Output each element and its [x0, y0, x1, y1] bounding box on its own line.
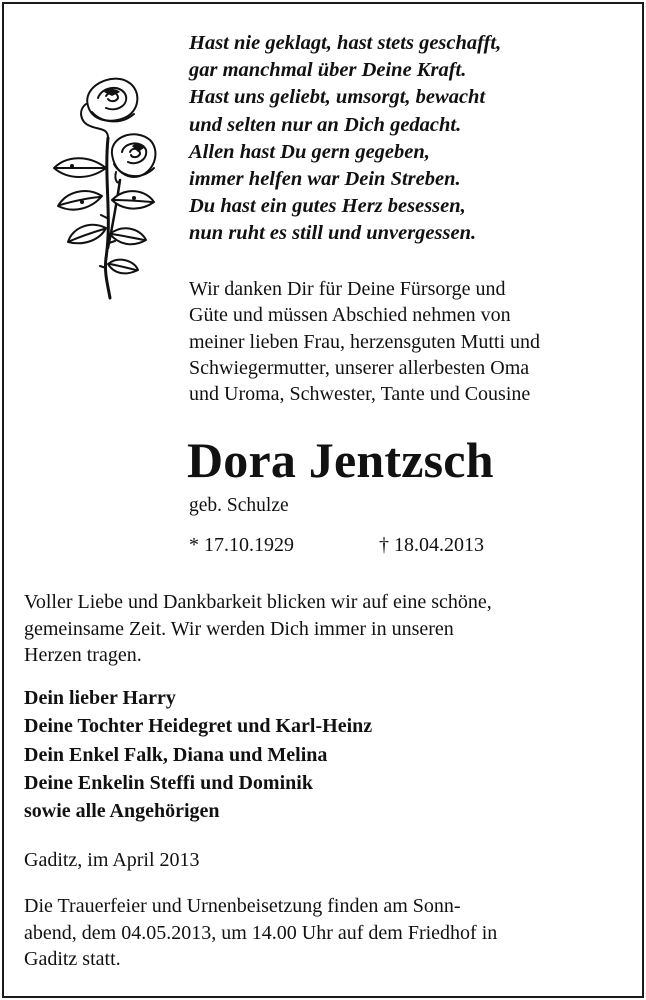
- poem-line: Hast uns geliebt, umsorgt, bewacht: [189, 86, 486, 109]
- mourner-entry: sowie alle Angehörigen: [24, 800, 220, 823]
- mourner-entry: Dein Enkel Falk, Diana und Melina: [24, 743, 328, 766]
- mourner-entry: Deine Tochter Heidegret und Karl-Heinz: [24, 715, 373, 738]
- memory-line: Herzen tragen.: [24, 644, 142, 666]
- memory-paragraph: [24, 589, 634, 669]
- birth-name: geb. Schulze: [189, 495, 289, 516]
- mourner-entry: Deine Enkelin Steffi und Dominik: [24, 771, 313, 794]
- poem-line: und selten nur an Dich gedacht.: [189, 113, 462, 136]
- poem-line: immer helfen war Dein Streben.: [189, 168, 461, 191]
- poem-line: gar manchmal über Deine Kraft.: [189, 59, 467, 82]
- poem-line: Allen hast Du gern gegeben,: [189, 140, 430, 163]
- mourners-list: [24, 684, 634, 825]
- thanks-line: Güte und müssen Abschied nehmen von: [189, 304, 511, 327]
- place-date: Gaditz, im April 2013: [24, 849, 200, 871]
- thanks-line: meiner lieben Frau, herzensguten Mutti und: [189, 330, 541, 353]
- rose-illustration-icon: [42, 68, 160, 300]
- poem-line: Hast nie geklagt, hast stets geschafft,: [189, 32, 502, 54]
- memory-line: Voller Liebe und Dankbarkeit blicken wir auf eine schöne,: [24, 591, 492, 613]
- obituary-notice: [2, 2, 644, 998]
- thanks-line: Schwiegermutter, unserer allerbesten Oma: [189, 356, 530, 379]
- funeral-line: Die Trauerfeier und Urnenbeisetzung finden am Sonn-: [24, 895, 461, 917]
- funeral-details: [24, 893, 634, 973]
- poem-line: nun ruht es still und unvergessen.: [189, 222, 477, 245]
- funeral-line: Gaditz statt.: [24, 948, 121, 970]
- thanks-line: und Uroma, Schwester, Tante und Cousine: [189, 383, 531, 406]
- birth-date: * 17.10.1929: [189, 534, 294, 556]
- thanks-line: Wir danken Dir für Deine Fürsorge und: [189, 278, 506, 300]
- thanks-paragraph: [189, 276, 634, 407]
- mourner-entry: Dein lieber Harry: [24, 687, 176, 709]
- deceased-name: Dora Jentzsch: [187, 432, 494, 488]
- memorial-poem: [189, 30, 629, 248]
- memory-line: gemeinsame Zeit. Wir werden Dich immer in unseren: [24, 617, 454, 640]
- poem-line: Du hast ein gutes Herz besessen,: [189, 195, 466, 218]
- death-date: † 18.04.2013: [379, 534, 484, 556]
- funeral-line: abend, dem 04.05.2013, um 14.00 Uhr auf dem Friedhof in: [24, 921, 498, 944]
